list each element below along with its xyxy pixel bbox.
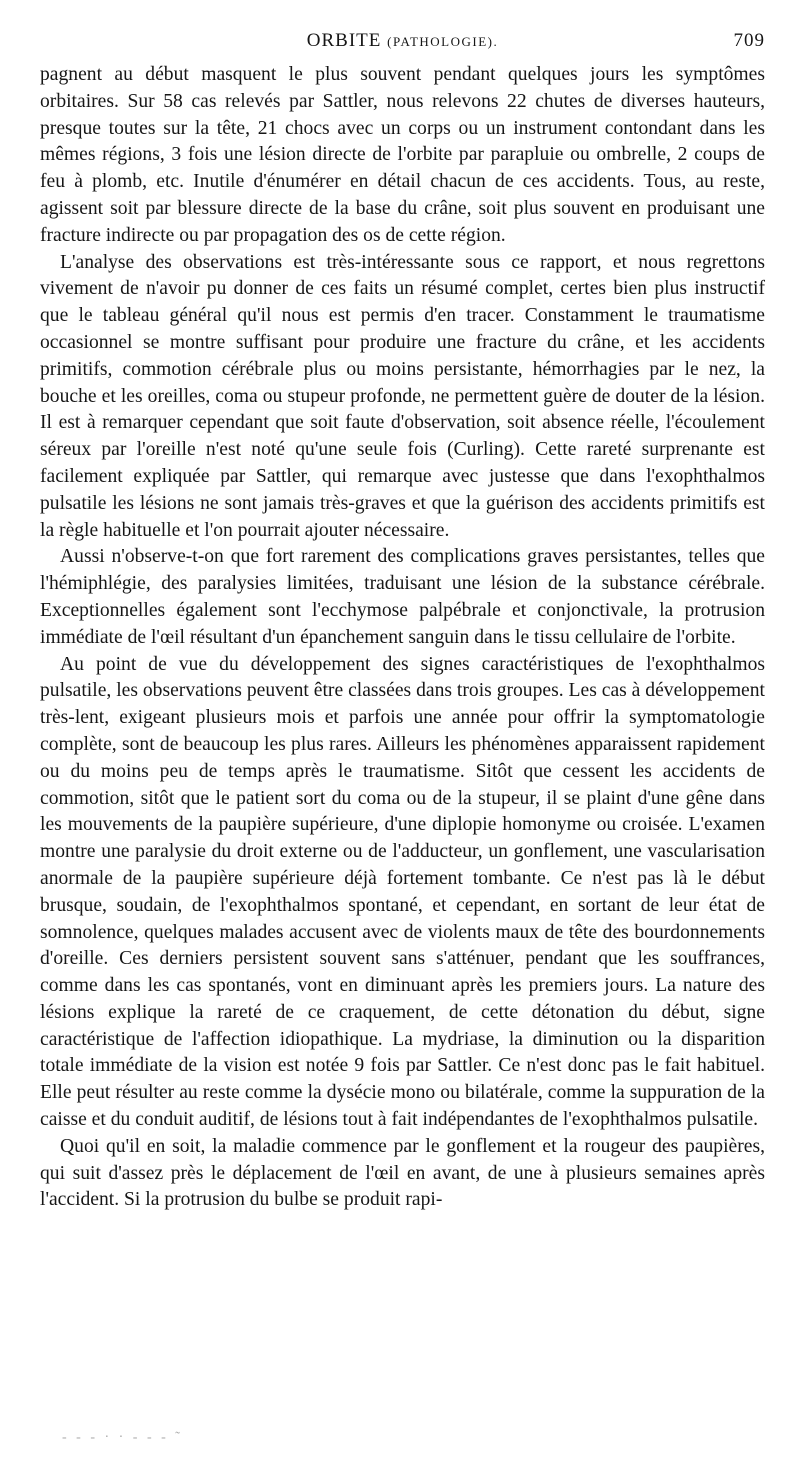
running-title xyxy=(40,30,765,52)
running-header xyxy=(40,30,765,56)
chapter-subtitle: (PATHOLOGIE). xyxy=(387,34,499,49)
body-text xyxy=(40,62,765,1214)
paragraph-continued: pagnent au début masquent le plus souvent pendant quelques jours les symptômes orbitaires. Sur 58 cas relevés par Sattler, nous relevons 22 chutes de diverses hauteurs, presque toutes sur la tête, 21 chocs avec un corps ou un instrument contondant dans les mêmes régions, 3 fois une lésion directe de l'orbite par parapluie ou ombrelle, 2 coups de feu à plomb, etc. Inutile d'énumérer en détail chacun de ces accidents. Tous, au reste, agissent soit par blessure directe de la base du crâne, soit plus souvent en produisant une fracture indirecte ou par propagation des os de cette région. xyxy=(40,64,765,246)
scan-artifact-marks: - - - · · - - - ˜ xyxy=(62,1430,183,1445)
paragraph: Quoi qu'il en soit, la maladie commence par le gonflement et la rougeur des paupières, qui suit d'assez près le déplacement de l'œil en avant, de une à plusieurs semaines après l'accident. Si la protrusion du bulbe se produit rapi- xyxy=(40,1135,765,1211)
chapter-title: ORBITE xyxy=(306,30,382,51)
page-number: 709 xyxy=(733,30,765,51)
paragraph: Au point de vue du développement des signes caractéristiques de l'exophthalmos pulsatile, les observations peuvent être classées dans trois groupes. Les cas à développement très-lent, exigeant plusieurs mois et parfois une année pour offrir la symptomatologie complète, sont de beaucoup les plus rares. Ailleurs les phénomènes apparaissent rapidement ou du moins peu de temps après le traumatisme. Sitôt que cessent les accidents de commotion, sitôt que le patient sort du coma ou de la stupeur, il se plaint d'une gêne dans les mouvements de la paupière supérieure, d'une diplopie homonyme ou croisée. L'examen montre une paralysie du droit externe ou de l'adducteur, un gonflement, une vascularisation anormale de la paupière supérieure déjà fortement tombante. Ce n'est pas là le début brusque, soudain, de l'exophthalmos spontané, et cependant, en sortant de leur état de somnolence, quelques malades accusent avec de violents maux de tête des bourdonnements d'oreille. Ces derniers persistent souvent sans s'atténuer, pendant que les souffrances, comme dans les cas spontanés, vont en diminuant après les premiers jours. La nature des lésions explique la rareté de ce craquement, de cette détonation du début, signe caractéristique de l'affection idiopathique. La mydriase, la diminution ou la disparition totale immédiate de la vision est notée 9 fois par Sattler. Ce n'est donc pas le fait habituel. Elle peut résulter au reste comme la dysécie mono ou bilatérale, comme la suppuration de la caisse et du conduit auditif, de lésions tout à fait indépendantes de l'exophthalmos pulsatile. xyxy=(40,653,765,1131)
paragraph: Aussi n'observe-t-on que fort rarement des complications graves persistantes, telles que l'hémiphlégie, des paralysies limitées, traduisant une lésion de la substance cérébrale. Exceptionnelles également sont l'ecchymose palpébrale et conjonctivale, la protrusion immédiate de l'œil résultant d'un épanchement sanguin dans le tissu cellulaire de l'orbite. xyxy=(40,546,765,648)
paragraph: L'analyse des observations est très-intéressante sous ce rapport, et nous regrettons vivement de n'avoir pu donner de ces faits un résumé complet, certes bien plus instructif que le tableau général qu'il nous est permis d'en tracer. Constamment le traumatisme occasionnel se montre suffisant pour produire une fracture du crâne, et les accidents primitifs, commotion cérébrale plus ou moins persistante, hémorrhagies par le nez, la bouche et les oreilles, coma ou stupeur profonde, ne permettent guère de douter de la lésion. Il est à remarquer cependant que soit faute d'observation, soit absence réelle, l'écoulement séreux par l'oreille n'est noté qu'une seule fois (Curling). Cette rareté surprenante est facilement expliquée par Sattler, qui remarque avec justesse que dans l'exophthalmos pulsatile les lésions ne sont jamais très-graves et que la guérison des accidents primitifs est la règle habituelle et l'on pourrait ajouter nécessaire. xyxy=(40,251,765,541)
